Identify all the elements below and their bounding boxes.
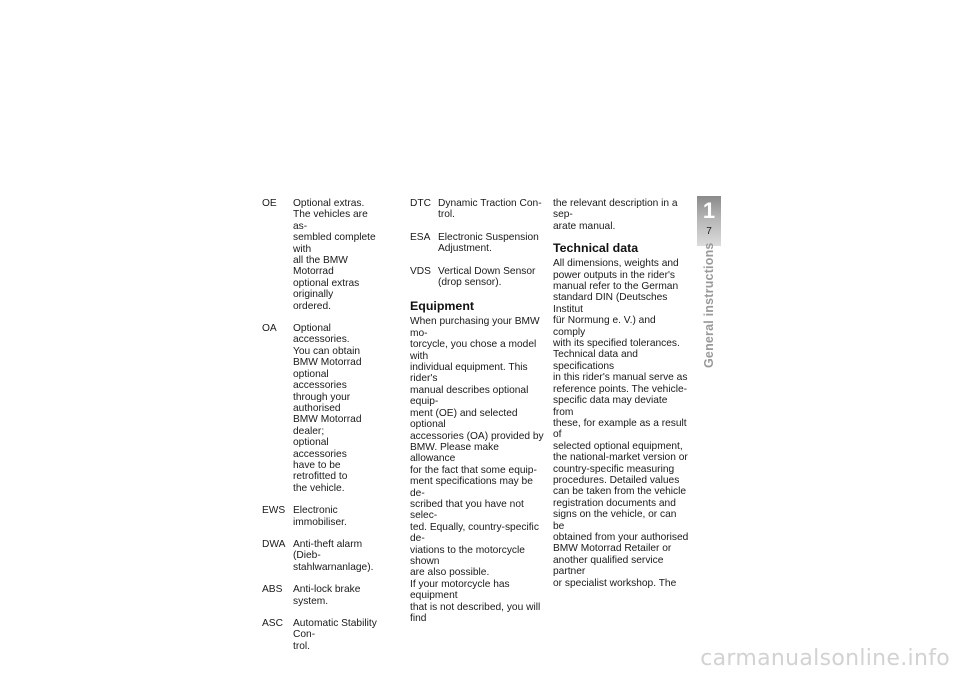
abbreviation-description: Electronic Suspension Adjustment. bbox=[438, 231, 539, 255]
abbreviation-code: OE bbox=[262, 198, 277, 209]
abbreviation-description: Anti-theft alarm (Dieb- stahlwarnanlage). bbox=[293, 538, 374, 573]
abbreviation-description: Dynamic Traction Con- trol. bbox=[438, 198, 542, 221]
section-heading-equipment: Equipment bbox=[410, 299, 475, 314]
page-number: 7 bbox=[706, 226, 712, 237]
abbreviation-dwa bbox=[262, 539, 380, 573]
continued-paragraph: the relevant description in a sep- arate manual. bbox=[553, 198, 678, 232]
abbreviation-code: DWA bbox=[262, 538, 286, 550]
abbreviation-asc bbox=[262, 618, 380, 652]
abbreviation-description: Vertical Down Sensor (drop sensor). bbox=[438, 265, 536, 289]
equipment-paragraph: When purchasing your BMW mo- torcycle, you chose a model with individual equipment. This rider's manual describes optional equip- ment (OE) and selected optional accessories (OA) provided by BMW. Please make allowance for the fact that some equip- ment specifications may be de- scribed that you have not selec- ted. Equally, country-specific de- viations to the motorcycle shown are also possible. If your motorcycle has equipment that is not described, you will find bbox=[410, 316, 544, 624]
section-heading-technical-data: Technical data bbox=[553, 241, 639, 256]
column-middle bbox=[410, 198, 546, 624]
abbreviation-code: ABS bbox=[262, 584, 283, 596]
abbreviation-dtc bbox=[410, 198, 546, 221]
column-right bbox=[553, 198, 689, 589]
chapter-number: 1 bbox=[702, 198, 716, 223]
abbreviation-ews bbox=[262, 505, 380, 528]
abbreviation-code: EWS bbox=[262, 505, 286, 517]
chapter-tab bbox=[697, 196, 721, 246]
abbreviation-code: ASC bbox=[262, 618, 283, 629]
abbreviation-code: VDS bbox=[410, 265, 431, 277]
abbreviation-oa bbox=[262, 323, 380, 494]
abbreviation-esa bbox=[410, 232, 546, 255]
abbreviation-code: OA bbox=[262, 323, 277, 335]
chapter-title-vertical: General instructions bbox=[702, 242, 716, 368]
abbreviation-abs bbox=[262, 584, 380, 607]
abbreviation-oe bbox=[262, 198, 380, 312]
abbreviation-description: Optional extras. The vehicles are as- sembled complete with all the BMW Motorrad optional extras originally ordered. bbox=[293, 198, 376, 312]
column-left bbox=[262, 198, 380, 663]
abbreviation-vds bbox=[410, 266, 546, 289]
technical-data-paragraph: All dimensions, weights and power outputs in the rider's manual refer to the German standard DIN (Deutsches Institut für Normung e. V.) and comply with its specified tolerances. Technical data and specifications in this rider's manual serve as reference points. The vehicle- specific data may deviate from these, for example as a result of selected optional equipment, the national-market version or country-specific measuring procedures. Detailed values can be taken from the vehicle registration documents and signs on the vehicle, or can be obtained from your authorised BMW Motorrad Retailer or another qualified service partner or specialist workshop. The bbox=[553, 258, 689, 589]
abbreviation-description: Anti-lock brake system. bbox=[293, 584, 361, 607]
abbreviation-code: ESA bbox=[410, 231, 431, 243]
abbreviation-code: DTC bbox=[410, 198, 431, 209]
abbreviation-description: Optional accessories. You can obtain BMW Motorrad optional accessories through your authorised BMW Motorrad dealer; optional accessories have to be retrofitted to the vehicle. bbox=[293, 323, 362, 494]
watermark: carmanualsonline.info bbox=[700, 646, 950, 671]
abbreviation-description: Automatic Stability Con- trol. bbox=[293, 618, 377, 652]
abbreviation-description: Electronic immobiliser. bbox=[293, 505, 347, 528]
